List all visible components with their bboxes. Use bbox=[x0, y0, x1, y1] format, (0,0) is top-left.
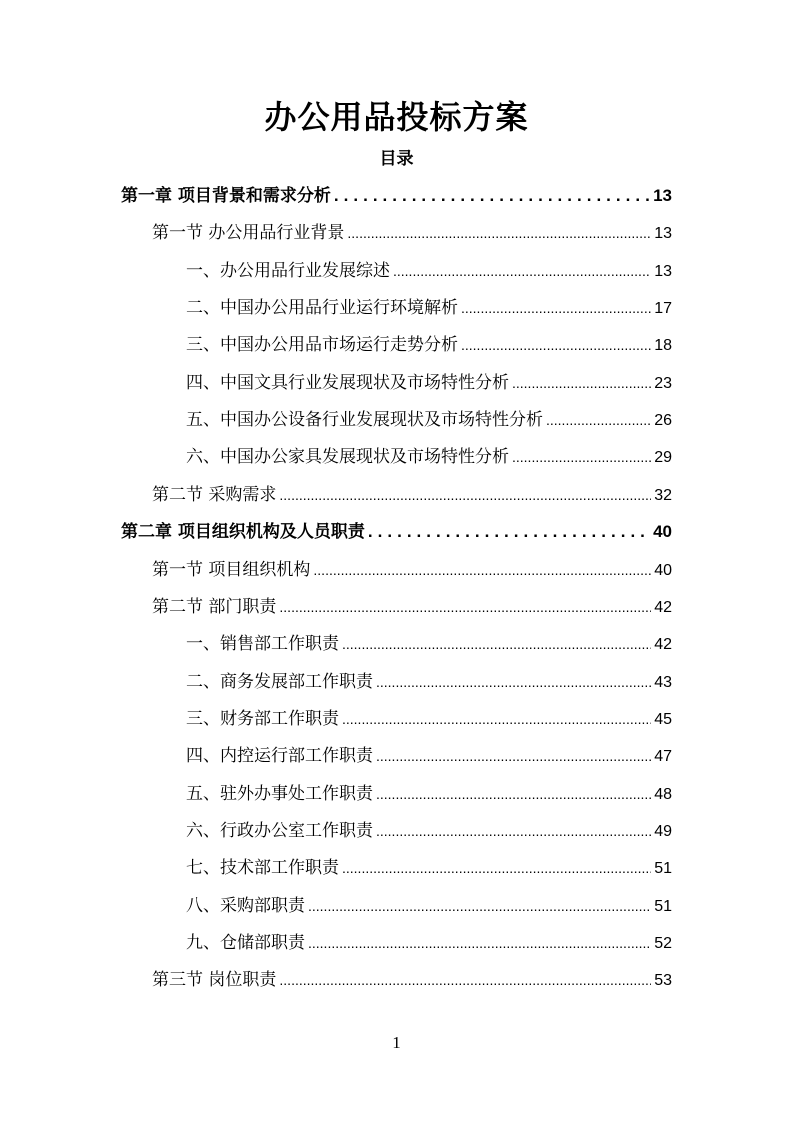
toc-entry[interactable] bbox=[186, 928, 672, 953]
toc-entry-page: 48 bbox=[654, 786, 672, 803]
toc-entry-label: 三、中国办公用品市场运行走势分析 bbox=[186, 335, 458, 355]
toc-entry-page: 42 bbox=[654, 636, 672, 653]
page-number: 1 bbox=[392, 1033, 401, 1052]
toc-entry[interactable] bbox=[186, 667, 672, 692]
toc-entry-label: 第一节 办公用品行业背景 bbox=[152, 223, 345, 243]
toc-entry-label: 八、采购部职责 bbox=[186, 896, 305, 916]
toc-dot-leader bbox=[512, 375, 651, 391]
toc-entry-label: 第二节 采购需求 bbox=[152, 485, 277, 505]
toc-entry-page: 13 bbox=[654, 263, 672, 280]
toc-entry-label: 六、行政办公室工作职责 bbox=[186, 821, 373, 841]
toc-entry-label: 三、财务部工作职责 bbox=[186, 709, 339, 729]
toc-entry-label: 九、仓储部职责 bbox=[186, 933, 305, 953]
toc-dot-leader bbox=[461, 337, 651, 353]
toc-entry-page: 18 bbox=[654, 337, 672, 354]
toc-entry-label: 六、中国办公家具发展现状及市场特性分析 bbox=[186, 447, 509, 467]
toc-entry[interactable] bbox=[152, 218, 672, 243]
toc-entry-label: 七、技术部工作职责 bbox=[186, 858, 339, 878]
toc-dot-leader bbox=[334, 186, 650, 206]
toc-entry-label: 二、商务发展部工作职责 bbox=[186, 672, 373, 692]
toc-entry-page: 51 bbox=[654, 898, 672, 915]
toc-entry[interactable] bbox=[186, 704, 672, 729]
toc-entry[interactable] bbox=[152, 592, 672, 617]
toc-entry-label: 五、驻外办事处工作职责 bbox=[186, 784, 373, 804]
toc-entry-label: 五、中国办公设备行业发展现状及市场特性分析 bbox=[186, 410, 543, 430]
toc-entry[interactable] bbox=[186, 293, 672, 318]
toc-dot-leader bbox=[279, 487, 651, 503]
toc-entry[interactable] bbox=[186, 442, 672, 467]
toc-entry-page: 13 bbox=[654, 225, 672, 242]
toc-entry-label: 四、内控运行部工作职责 bbox=[186, 746, 373, 766]
toc-entry-label: 一、办公用品行业发展综述 bbox=[186, 261, 390, 281]
toc-entry-page: 40 bbox=[653, 522, 672, 541]
toc-entry-label: 第二节 部门职责 bbox=[152, 597, 277, 617]
toc-entry[interactable] bbox=[186, 741, 672, 766]
toc-entry-page: 13 bbox=[653, 186, 672, 205]
toc-dot-leader bbox=[393, 263, 651, 279]
toc-entry-page: 49 bbox=[654, 823, 672, 840]
toc-entry[interactable] bbox=[186, 891, 672, 916]
document-title: 办公用品投标方案 bbox=[264, 98, 529, 136]
toc-dot-leader bbox=[308, 898, 651, 914]
toc-dot-leader bbox=[376, 823, 651, 839]
toc-entry-page: 45 bbox=[654, 711, 672, 728]
toc-entry-page: 40 bbox=[654, 562, 672, 579]
toc-entry-page: 47 bbox=[654, 748, 672, 765]
toc-dot-leader bbox=[342, 860, 651, 876]
toc-entry[interactable] bbox=[186, 256, 672, 281]
toc-dot-leader bbox=[376, 786, 651, 802]
toc-dot-leader bbox=[376, 674, 651, 690]
toc-entry[interactable] bbox=[186, 368, 672, 393]
toc-entry-label: 第三节 岗位职责 bbox=[152, 970, 277, 990]
toc-dot-leader bbox=[342, 636, 651, 652]
toc-heading: 目录 bbox=[379, 149, 414, 169]
toc-dot-leader bbox=[376, 748, 651, 764]
toc-entry[interactable] bbox=[121, 517, 672, 542]
toc-dot-leader bbox=[313, 562, 651, 578]
toc-entry-page: 53 bbox=[654, 972, 672, 989]
toc-dot-leader bbox=[461, 300, 651, 316]
toc-entry[interactable] bbox=[186, 330, 672, 355]
toc-entry-label: 第二章 项目组织机构及人员职责 bbox=[121, 522, 365, 542]
toc-entry-label: 第一节 项目组织机构 bbox=[152, 560, 311, 580]
toc-entry[interactable] bbox=[186, 853, 672, 878]
toc-entry[interactable] bbox=[186, 779, 672, 804]
toc-entry-page: 23 bbox=[654, 375, 672, 392]
toc-entry-page: 52 bbox=[654, 935, 672, 952]
toc-entry-label: 二、中国办公用品行业运行环境解析 bbox=[186, 298, 458, 318]
toc-entry[interactable] bbox=[152, 555, 672, 580]
toc-entry[interactable] bbox=[152, 965, 672, 990]
toc-entry-page: 42 bbox=[654, 599, 672, 616]
toc-entry-page: 26 bbox=[654, 412, 672, 429]
toc-entry-page: 43 bbox=[654, 674, 672, 691]
toc-entry-label: 第一章 项目背景和需求分析 bbox=[121, 186, 331, 206]
toc-entry[interactable] bbox=[121, 181, 672, 206]
toc-entry-label: 四、中国文具行业发展现状及市场特性分析 bbox=[186, 373, 509, 393]
toc-entry-page: 17 bbox=[654, 300, 672, 317]
toc-entry-label: 一、销售部工作职责 bbox=[186, 634, 339, 654]
toc-dot-leader bbox=[512, 449, 651, 465]
toc-dot-leader bbox=[279, 599, 651, 615]
toc-entry-page: 29 bbox=[654, 449, 672, 466]
toc-dot-leader bbox=[279, 972, 651, 988]
toc-entry[interactable] bbox=[186, 405, 672, 430]
toc-entry-page: 32 bbox=[654, 487, 672, 504]
toc-dot-leader bbox=[308, 935, 651, 951]
toc-entry[interactable] bbox=[152, 480, 672, 505]
toc-dot-leader bbox=[368, 522, 650, 542]
toc-dot-leader bbox=[347, 225, 651, 241]
toc-dot-leader bbox=[342, 711, 651, 727]
toc-dot-leader bbox=[546, 412, 651, 428]
toc-entry[interactable] bbox=[186, 629, 672, 654]
toc-entry[interactable] bbox=[186, 816, 672, 841]
toc-entry-page: 51 bbox=[654, 860, 672, 877]
